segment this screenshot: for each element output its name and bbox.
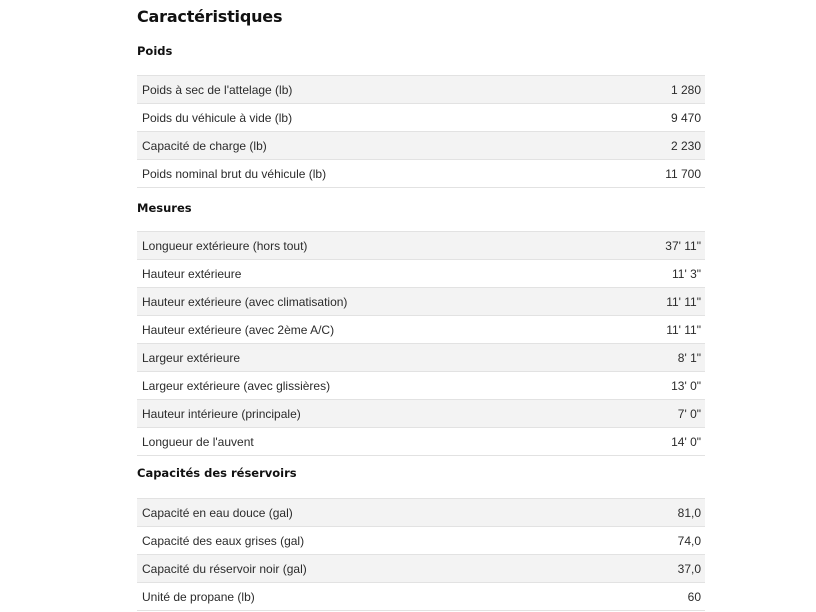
row-value: 13' 0": [671, 378, 701, 393]
row-value: 8' 1": [677, 350, 701, 365]
table-row: [137, 583, 705, 611]
table-row: [137, 76, 705, 104]
row-value: 11' 11": [666, 322, 701, 337]
row-value: 2 230: [670, 138, 701, 153]
table-row: [137, 260, 705, 288]
page-title: Caractéristiques: [137, 7, 283, 26]
table-row: [137, 527, 705, 555]
row-label: Longueur de l'auvent: [142, 434, 254, 449]
tank-capacities-table: [137, 498, 705, 611]
table-row: [137, 104, 705, 132]
row-label: Capacité de charge (lb): [142, 138, 267, 153]
weights-table: [137, 75, 705, 188]
table-row: [137, 372, 705, 400]
row-label: Largeur extérieure: [142, 350, 241, 365]
table-row: [137, 160, 705, 188]
table-row: [137, 288, 705, 316]
table-row: [137, 555, 705, 583]
row-value: 74,0: [677, 533, 701, 548]
row-value: 60: [687, 589, 701, 604]
row-value: 14' 0": [671, 434, 701, 449]
row-value: 37' 11": [665, 238, 701, 253]
row-label: Poids à sec de l'attelage (lb): [142, 82, 293, 97]
table-row: [137, 344, 705, 372]
row-value: 1 280: [670, 82, 701, 97]
row-label: Largeur extérieure (avec glissières): [142, 378, 331, 393]
row-value: 81,0: [677, 505, 701, 520]
row-value: 11' 11": [666, 294, 701, 309]
row-label: Hauteur extérieure (avec climatisation): [142, 294, 348, 309]
row-label: Longueur extérieure (hors tout): [142, 238, 308, 253]
section-heading-tank-capacities: Capacités des réservoirs: [137, 466, 297, 480]
row-label: Hauteur extérieure (avec 2ème A/C): [142, 322, 335, 337]
row-label: Unité de propane (lb): [142, 589, 255, 604]
table-row: [137, 428, 705, 456]
measurements-table: [137, 231, 705, 456]
table-row: [137, 400, 705, 428]
table-row: [137, 499, 705, 527]
row-label: Hauteur intérieure (principale): [142, 406, 301, 421]
row-value: 11' 3": [671, 266, 701, 281]
row-value: 11 700: [665, 166, 701, 181]
section-heading-weights: Poids: [137, 44, 173, 58]
table-row: [137, 132, 705, 160]
table-row: [137, 232, 705, 260]
row-label: Poids du véhicule à vide (lb): [142, 110, 293, 125]
row-value: 7' 0": [677, 406, 701, 421]
row-label: Capacité en eau douce (gal): [142, 505, 293, 520]
table-row: [137, 316, 705, 344]
row-label: Capacité des eaux grises (gal): [142, 533, 305, 548]
row-label: Poids nominal brut du véhicule (lb): [142, 166, 327, 181]
row-label: Capacité du réservoir noir (gal): [142, 561, 307, 576]
section-heading-measurements: Mesures: [137, 201, 192, 215]
row-value: 37,0: [677, 561, 701, 576]
row-label: Hauteur extérieure: [142, 266, 242, 281]
row-value: 9 470: [670, 110, 701, 125]
